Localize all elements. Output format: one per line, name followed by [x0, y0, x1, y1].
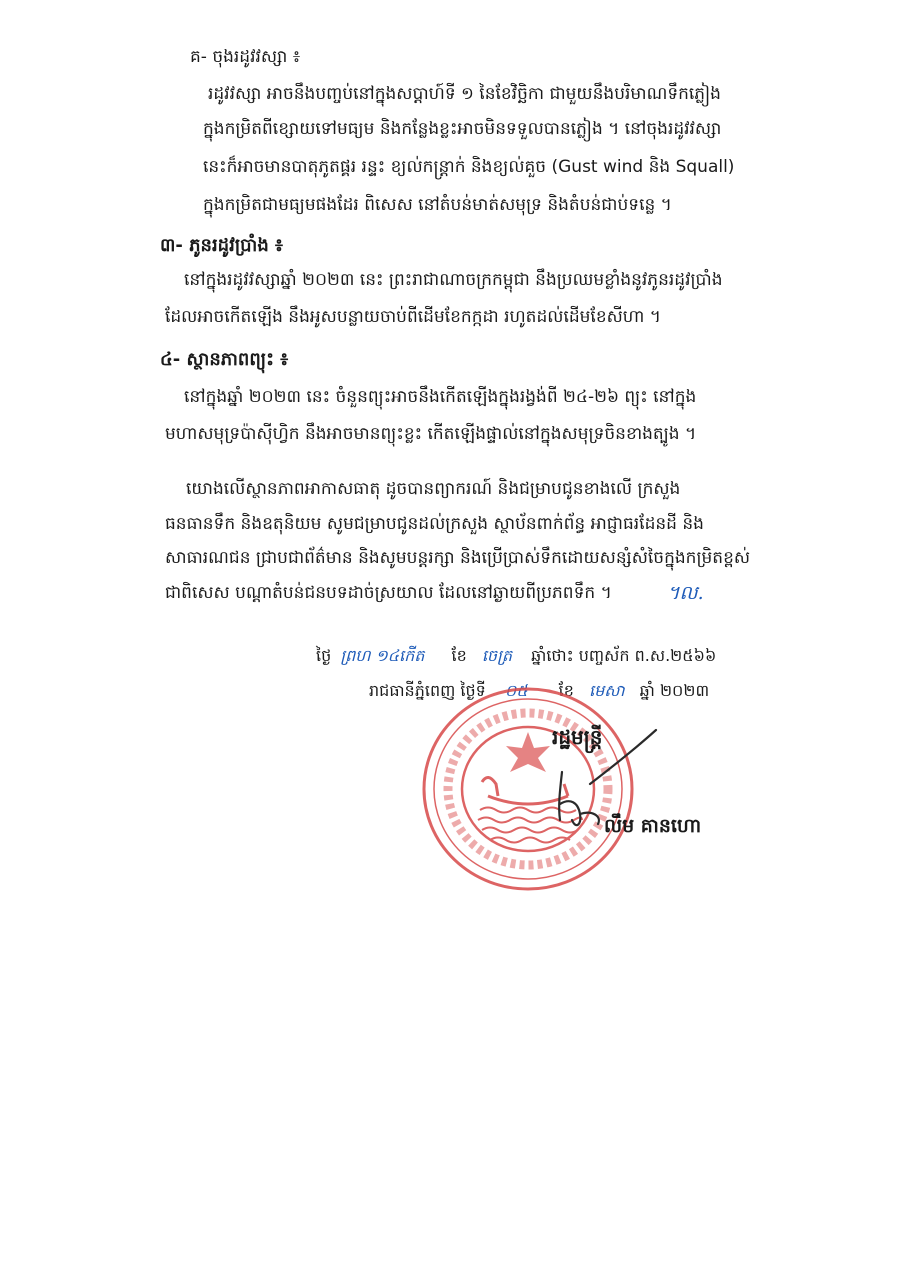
- section-3-title: ៣- ភូនរដូវប្រាំង ៖: [160, 235, 283, 256]
- lunar-date-line: [316, 643, 716, 669]
- solar-handwritten-month: មេសា: [588, 681, 625, 700]
- section-3-line: នៅក្នុងរដូវវស្សាឆ្នាំ ២០២៣ នេះ ព្រះរាជាណាចក្រកម្ពុជា នឹងប្រឈមខ្លាំងនូវភូនរដូវប្រាំង: [184, 270, 723, 290]
- lunar-handwritten-month: ចេត្រ: [481, 646, 512, 665]
- lunar-suffix: ឆ្នាំថោះ បញ្ចស័ក ព.ស.២៥៦៦: [531, 646, 717, 665]
- conclusion-line: សាធារណជន ជ្រាបជាព័ត៌មាន និងសូមបន្តរក្សា និងប្រើប្រាស់ទឹកដោយសន្សំសំចៃក្នុងកម្រិតខ្ពស់: [165, 548, 751, 568]
- section-ka-line: ក្នុងកម្រិតពីខ្សោយទៅមធ្យម និងកន្លែងខ្លះអាចមិនទទួលបានភ្លៀង ។ នៅចុងរដូវវស្សា: [203, 119, 722, 139]
- lunar-handwritten-day: ព្រហ ១៤កើត: [340, 646, 425, 665]
- conclusion-line: ធនធានទឹក និងឧតុនិយម សូមជម្រាបជូនដល់ក្រសួង ស្ថាប័នពាក់ព័ន្ធ អាជ្ញាធរដែនដី និង: [165, 514, 704, 534]
- solar-prefix: រាជធានីភ្នំពេញ ថ្ងៃទី: [369, 681, 486, 700]
- section-3-line: ដែលអាចកើតឡើង នឹងអូសបន្លាយចាប់ពីដើមខែកក្កដា រហូតដល់ដើមខែសីហា ។: [165, 307, 661, 327]
- section-4-line: មហាសមុទ្រប៉ាស៊ីហ្វិក នឹងអាចមានព្យុះខ្លះ កើតឡើងផ្ទាល់នៅក្នុងសមុទ្រចិនខាងត្បូង ។: [165, 424, 697, 444]
- signer-name: លឹម គានហោ: [604, 815, 702, 837]
- solar-suffix: ឆ្នាំ ២០២៣: [639, 681, 710, 700]
- section-ka-line: ក្នុងកម្រិតជាមធ្យមផងដែរ ពិសេស នៅតំបន់មាត់សមុទ្រ និងតំបន់ជាប់ទន្លេ ។: [203, 195, 672, 215]
- conclusion-line: ជាពិសេស បណ្តាតំបន់ជនបទដាច់ស្រយាល ដែលនៅឆ្ងាយពីប្រភពទឹក ។: [165, 583, 612, 603]
- solar-month-label: ខែ: [558, 681, 574, 700]
- conclusion-line: យោងលើស្ថានភាពអាកាសធាតុ ដូចបានព្យាករណ៍ និងជម្រាបជូនខាងលើ ក្រសួង: [186, 479, 681, 499]
- lunar-prefix: ថ្ងៃ: [316, 646, 332, 665]
- section-ka-title: គ- ចុងរដូវវស្សា ៖: [190, 47, 301, 67]
- section-ka-line: រដូវវស្សា អាចនឹងបញ្ចប់នៅក្នុងសប្តាហ៍ទី ១ នៃខែវិច្ឆិកា ជាមួយនឹងបរិមាណទឹកភ្លៀង: [208, 84, 721, 104]
- signer-title: រដ្ឋមន្ត្រី: [552, 725, 603, 749]
- section-4-title: ៤- ស្ថានភាពព្យុះ ៖: [160, 349, 289, 370]
- section-ka-line: នេះក៏អាចមានបាតុភូតផ្គរ រន្ទះ ខ្យល់កន្ត្រាក់ និងខ្យល់គួច (Gust wind និង Squall): [203, 157, 735, 177]
- conclusion-end-mark: ។ល.: [667, 582, 704, 604]
- section-4-line: នៅក្នុងឆ្នាំ ២០២៣ នេះ ចំនួនព្យុះអាចនឹងកើតឡើងក្នុងរង្វង់ពី ២៤-២៦ ព្យុះ នៅក្នុង: [184, 387, 697, 407]
- solar-handwritten-day: ០៥: [504, 681, 528, 700]
- lunar-month-label: ខែ: [451, 646, 467, 665]
